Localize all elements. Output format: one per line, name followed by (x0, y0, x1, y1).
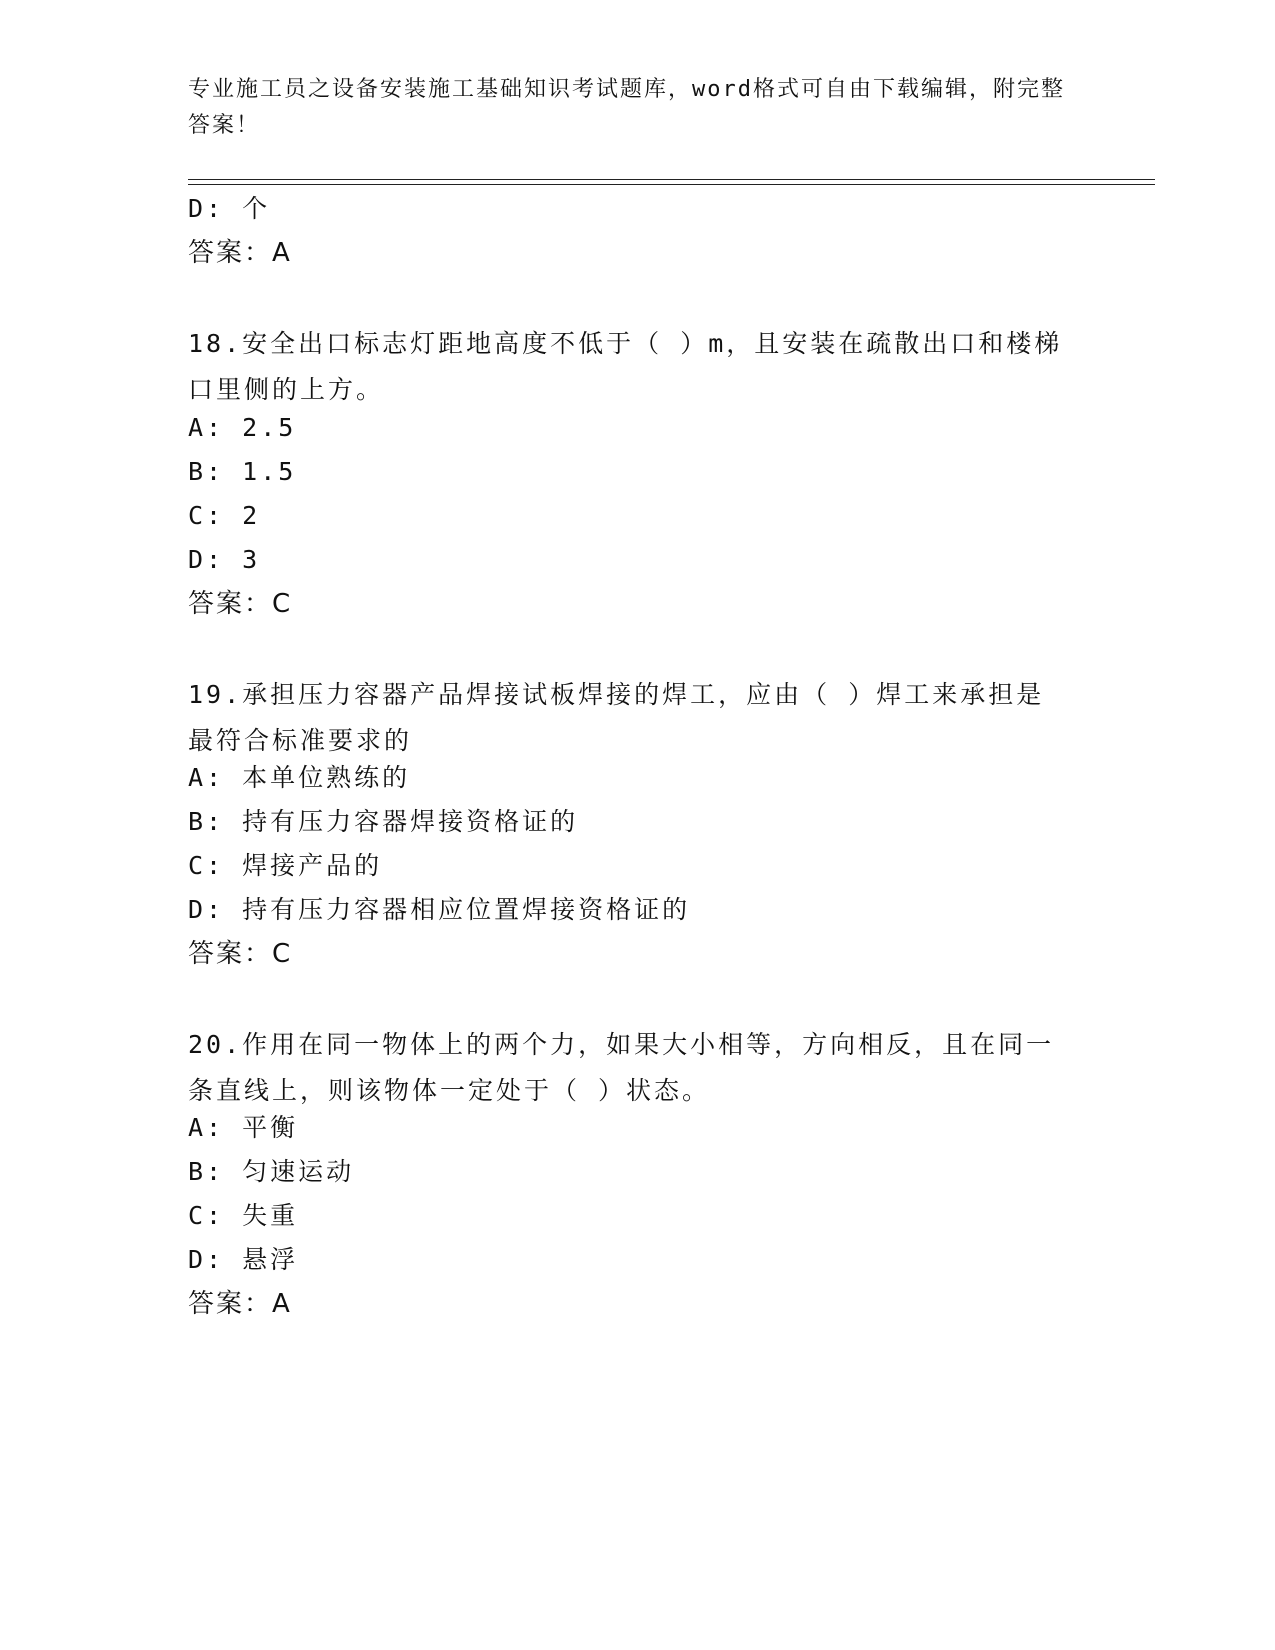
question-18-option-d: D: 3 (188, 545, 261, 574)
question-20-option-c: C: 失重 (188, 1201, 299, 1230)
document-header: 专业施工员之设备安装施工基础知识考试题库，word格式可自由下载编辑，附完整答案！ (188, 77, 1065, 138)
question-18-option-a: A: 2.5 (188, 413, 297, 442)
question-19-stem: 19.承担压力容器产品焊接试板焊接的焊工，应由（ ）焊工来承担是最符合标准要求的 (188, 680, 1045, 755)
question-19-answer: 答案：C (188, 939, 293, 969)
question-20-option-b: B: 匀速运动 (188, 1157, 355, 1186)
question-18-option-c: C: 2 (188, 501, 261, 530)
question-20-stem: 20.作用在同一物体上的两个力，如果大小相等，方向相反，且在同一条直线上，则该物体一定处于（ ）状态。 (188, 1030, 1055, 1105)
question-19-option-c: C: 焊接产品的 (188, 851, 383, 880)
question-18-answer: 答案：C (188, 589, 293, 619)
question-20-answer: 答案：A (188, 1289, 292, 1319)
question-19-option-a: A: 本单位熟练的 (188, 763, 411, 792)
question-19-option-b: B: 持有压力容器焊接资格证的 (188, 807, 579, 836)
question-18-stem: 18.安全出口标志灯距地高度不低于（ ）m，且安装在疏散出口和楼梯口里侧的上方。 (188, 329, 1063, 404)
question-20-option-a: A: 平衡 (188, 1113, 299, 1142)
question-19-option-d: D: 持有压力容器相应位置焊接资格证的 (188, 895, 691, 924)
question-20-option-d: D: 悬浮 (188, 1245, 299, 1274)
prev-answer: 答案：A (188, 238, 292, 268)
header-rule-bottom (188, 184, 1155, 185)
question-18-option-b: B: 1.5 (188, 457, 297, 486)
prev-option-d: D: 个 (188, 194, 271, 223)
header-rule-top (188, 179, 1155, 180)
